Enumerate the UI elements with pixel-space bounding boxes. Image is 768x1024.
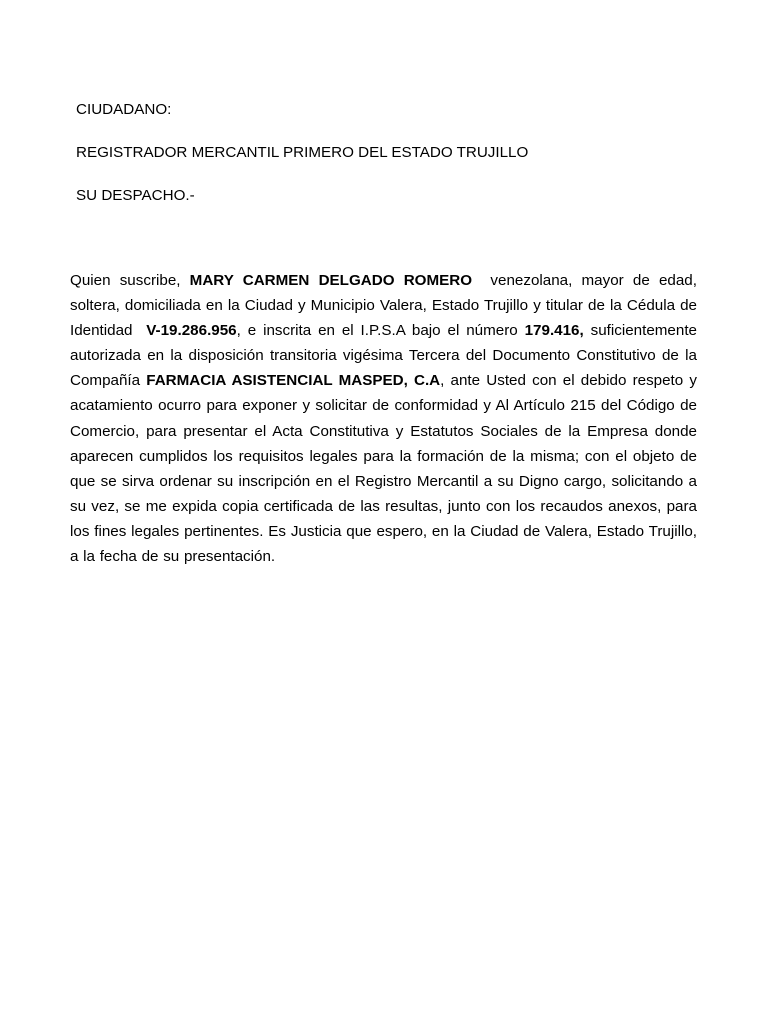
addressee-title: CIUDADANO: xyxy=(76,101,172,118)
addressee-office: REGISTRADOR MERCANTIL PRIMERO DEL ESTADO TRUJILLO xyxy=(76,144,529,161)
ipsa-number: 179.416, xyxy=(524,322,584,340)
applicant-name: MARY CARMEN DELGADO ROMERO xyxy=(189,272,473,289)
body-text-authorization: suficientemente autorizada en la disposición transitoria vigésima Tercera del Documento Constitutivo de la Compañía xyxy=(70,322,697,390)
body-text-request: , ante Usted con el debido respeto y acatamiento ocurro para exponer y solicitar de conformidad y Al Artículo 215 del Código de Comercio, para presentar el Acta Constitutiva y Estatutos Sociales de la Empresa donde aparecen cumplidos los requisitos legales para la formación de la misma; con el objeto de que se sirva ordenar su inscripción en el Registro Mercantil a su Digno cargo, solicitando a su vez, se me expida copia certificada de las resultas, junto con los recaudos anexos, para los fines legales pertinentes. Es Justicia que espero, en la Ciudad de Valera, Estado Trujillo, a la fecha de su presentación. xyxy=(70,372,697,566)
id-number: V-19.286.956 xyxy=(146,322,237,340)
body-text-intro: Quien suscribe, xyxy=(70,272,190,289)
body-text-applicant-details: venezolana, mayor de edad, soltera, domiciliada en la Ciudad y Municipio Valera, Estado Trujillo y titular de la Cédula de Identidad xyxy=(70,272,702,340)
addressee-closing: SU DESPACHO.- xyxy=(76,187,195,204)
body-paragraph xyxy=(70,268,702,569)
body-text-ipsa: , e inscrita en el I.P.S.A bajo el número xyxy=(236,322,525,340)
company-name: FARMACIA ASISTENCIAL MASPED, C.A xyxy=(146,372,441,390)
